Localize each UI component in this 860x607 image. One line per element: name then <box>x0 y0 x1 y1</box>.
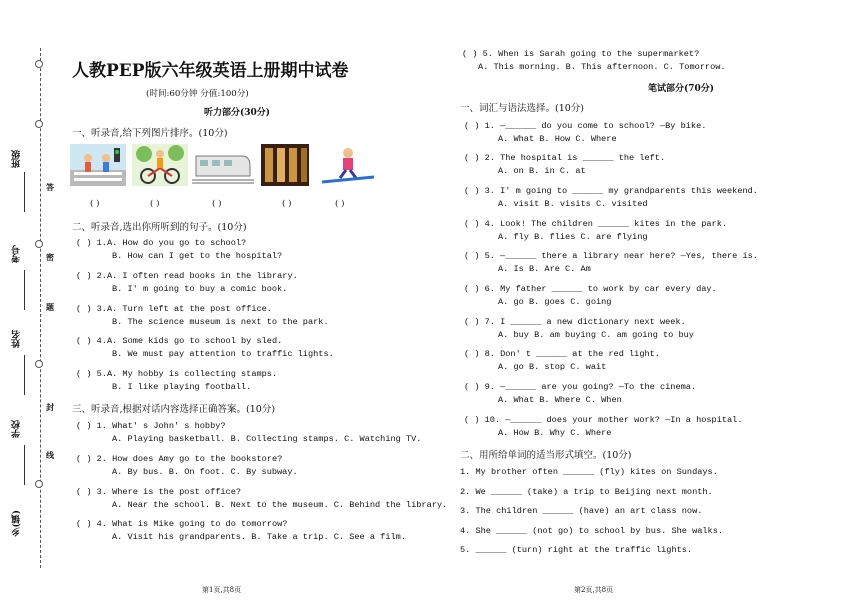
question-line: ( ) 3. Where is the post office? <box>76 487 242 497</box>
section-heading: 三、听录音,根据对话内容选择正确答案。(10分) <box>72 404 276 415</box>
option-line: A. go B. goes C. going <box>498 297 612 307</box>
question-line: ( ) 8. Don' t ______ at the red light. <box>464 349 660 359</box>
seal-hole <box>35 60 43 68</box>
subway-train-image <box>192 144 254 186</box>
exam-subtitle: (时间:60分钟 分值:100分) <box>146 89 249 99</box>
question-line: ( ) 6. My father ______ to work by car every day. <box>464 284 717 294</box>
exam-number-label: 考号 <box>12 245 22 263</box>
question-line: ( ) 5. —______ there a library near here? —Yes, there is. <box>464 251 758 261</box>
question-line: ( ) 1. —______ do you come to school? —By bike. <box>464 121 707 131</box>
option-line: B. I like playing football. <box>112 382 252 392</box>
seal-char: 答 <box>46 182 54 192</box>
option-line: A. Visit his grandparents. B. Take a trip. C. See a film. <box>112 532 406 542</box>
question-line: ( ) 2. The hospital is ______ the left. <box>464 153 666 163</box>
option-line: B. The science museum is next to the park. <box>112 317 329 327</box>
fill-in-line: 5. ______ (turn) right at the traffic lights. <box>460 545 693 555</box>
option-line: A. How B. Why C. Where <box>498 428 612 438</box>
answer-bracket[interactable]: ( ) <box>282 199 292 209</box>
answer-bracket[interactable]: ( ) <box>335 199 345 209</box>
seal-hole <box>35 120 43 128</box>
answer-bracket[interactable]: ( ) <box>150 199 160 209</box>
question-line: ( ) 7. I ______ a new dictionary next week. <box>464 317 686 327</box>
class-label: 班级 <box>12 150 22 168</box>
question-line: ( ) 4. What is Mike going to do tomorrow? <box>76 519 288 529</box>
fill-in-line: 3. The children ______ (have) an art class now. <box>460 506 703 516</box>
option-line: B. I' m going to buy a comic book. <box>112 284 288 294</box>
section-heading: 一、词汇与语法选择。(10分) <box>460 103 585 114</box>
question-line: ( ) 5.A. My hobby is collecting stamps. <box>76 369 278 379</box>
kids-crossing-road-image <box>70 144 126 186</box>
option-line: A. buy B. am buying C. am going to buy <box>498 330 694 340</box>
option-line: A. By bus. B. On foot. C. By subway. <box>112 467 298 477</box>
kid-skiing-image <box>316 144 380 186</box>
answer-bracket[interactable]: ( ) <box>90 199 100 209</box>
name-field[interactable] <box>24 355 25 395</box>
option-line: A. This morning. B. This afternoon. C. Tomorrow. <box>478 62 726 72</box>
question-line: ( ) 1.A. How do you go to school? <box>76 238 247 248</box>
question-line: ( ) 2.A. I often read books in the library. <box>76 271 298 281</box>
seal-char: 封 <box>46 402 54 412</box>
library-image <box>261 144 309 186</box>
option-line: B. We must pay attention to traffic lights. <box>112 349 334 359</box>
page-footer: 第1页,共8页 <box>202 586 242 594</box>
question-line: ( ) 1. What' s John' s hobby? <box>76 421 226 431</box>
exam-title: 人教PEP版六年级英语上册期中试卷 <box>72 61 349 81</box>
option-line: A. fly B. flies C. are flying <box>498 232 648 242</box>
seal-char: 线 <box>46 450 54 460</box>
question-line: ( ) 3.A. Turn left at the post office. <box>76 304 272 314</box>
question-line: ( ) 4.A. Some kids go to school by sled. <box>76 336 283 346</box>
seal-char: 题 <box>46 302 54 312</box>
option-line: A. What B. Where C. When <box>498 395 622 405</box>
option-line: A. Near the school. B. Next to the museum. C. Behind the library. <box>112 500 448 510</box>
boy-riding-bike-image <box>132 144 188 186</box>
section-heading: 二、用所给单词的适当形式填空。(10分) <box>460 450 632 461</box>
option-line: A. on B. in C. at <box>498 166 586 176</box>
section-heading: 二、听录音,选出你所听到的句子。(10分) <box>72 222 247 233</box>
section-heading: 一、听录音,给下列图片排序。(10分) <box>72 128 228 139</box>
option-line: A. visit B. visits C. visited <box>498 199 648 209</box>
class-field[interactable] <box>24 172 25 212</box>
question-line: ( ) 2. How does Amy go to the bookstore? <box>76 454 283 464</box>
seal-hole <box>35 240 43 248</box>
seal-hole <box>35 360 43 368</box>
school-label: 学校 <box>12 420 22 438</box>
option-line: A. What B. How C. Where <box>498 134 617 144</box>
question-line: ( ) 9. —______ are you going? —To the cinema. <box>464 382 697 392</box>
question-line: ( ) 4. Look! The children ______ kites in the park. <box>464 219 728 229</box>
exam-number-field[interactable] <box>24 270 25 310</box>
option-line: A. go B. stop C. wait <box>498 362 607 372</box>
school-field[interactable] <box>24 445 25 485</box>
fill-in-line: 1. My brother often ______ (fly) kites on Sundays. <box>460 467 718 477</box>
option-line: B. How can I get to the hospital? <box>112 251 283 261</box>
seal-hole <box>35 480 43 488</box>
fill-in-line: 4. She ______ (not go) to school by bus. She walks. <box>460 526 724 536</box>
fill-in-line: 2. We ______ (take) a trip to Beijing next month. <box>460 487 713 497</box>
question-line: ( ) 3. I' m going to ______ my grandparents this weekend. <box>464 186 758 196</box>
question-line: ( ) 5. When is Sarah going to the supermarket? <box>462 49 700 59</box>
town-label: 乡(镇) <box>12 510 22 537</box>
option-line: A. Is B. Are C. Am <box>498 264 591 274</box>
option-line: A. Playing basketball. B. Collecting stamps. C. Watching TV. <box>112 434 422 444</box>
question-line: ( ) 10. —______ does your mother work? —In a hospital. <box>464 415 743 425</box>
page-footer: 第2页,共8页 <box>574 586 614 594</box>
written-part-heading: 笔试部分(70分) <box>648 84 715 94</box>
listening-part-heading: 听力部分(30分) <box>204 108 271 118</box>
answer-bracket[interactable]: ( ) <box>212 199 222 209</box>
seal-char: 密 <box>46 252 54 262</box>
name-label: 姓名 <box>12 330 22 348</box>
